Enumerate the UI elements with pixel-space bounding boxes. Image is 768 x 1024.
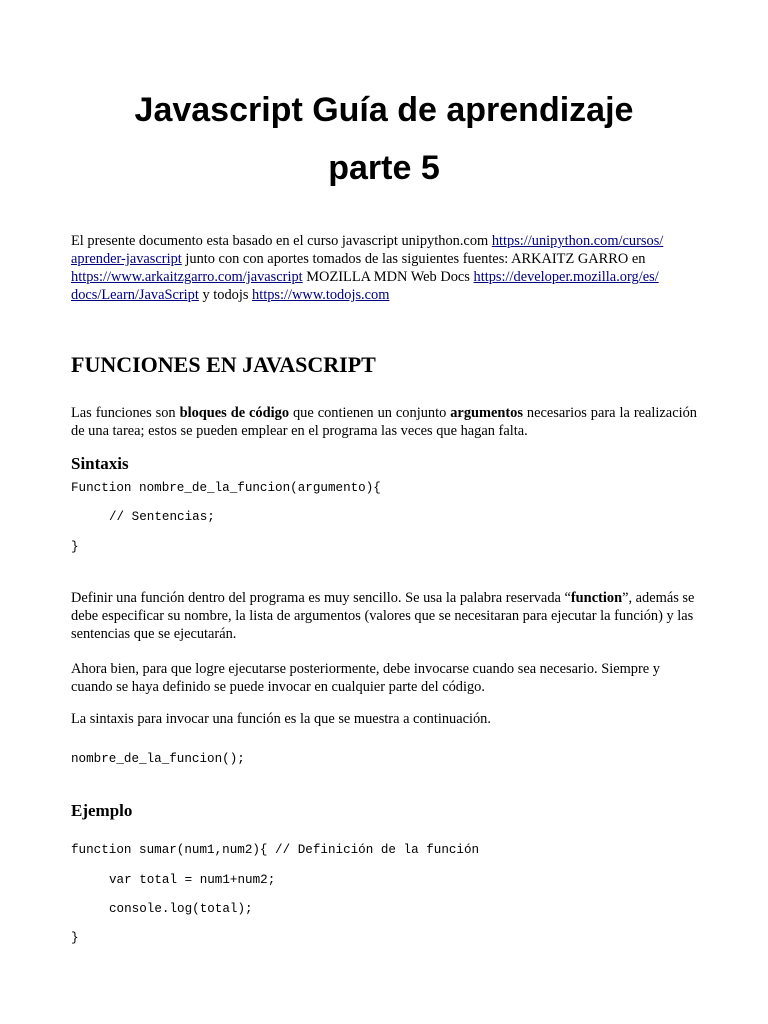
explanation-paragraph-1 <box>71 589 697 643</box>
example-code-line-2: var total = num1+num2; <box>109 873 276 887</box>
unipython-link[interactable]: https://unipython.com/cursos/ <box>491 233 664 249</box>
definition-text-3: necesarios para la realización de una tarea; estos se pueden emplear en el programa las veces que hagan falta. <box>71 405 697 439</box>
syntax-code-line-1: Function nombre_de_la_funcion(argumento){ <box>71 481 381 495</box>
intro-text-3: MOZILLA MDN Web Docs <box>302 269 474 285</box>
arkaitzgarro-link[interactable]: https://www.arkaitzgarro.com/javascript <box>71 269 303 285</box>
explanation-text-1: Definir una función dentro del programa es muy sencillo. Se usa la palabra reservada “ <box>71 590 571 606</box>
explanation-paragraph-3: La sintaxis para invocar una función es la que se muestra a continuación. <box>71 711 491 727</box>
definition-text-1: Las funciones son <box>71 405 180 421</box>
example-code-line-1: function sumar(num1,num2){ // Definición de la función <box>71 843 480 857</box>
mozilla-link[interactable]: https://developer.mozilla.org/es/ <box>473 269 659 285</box>
document-title-line-1: Javascript Guía de aprendizaje <box>134 91 634 129</box>
invoke-code: nombre_de_la_funcion(); <box>71 752 245 766</box>
example-code-line-3: console.log(total); <box>109 902 253 916</box>
explanation-paragraph-2: Ahora bien, para que logre ejecutarse posteriormente, debe invocarse cuando sea necesario. Siempre y cuando se haya definido se puede invocar en cualquier parte del código. <box>71 661 660 695</box>
explanation-text-2: ”, además se debe especificar su nombre, la lista de argumentos (valores que se necesitaran para ejecutar la función) y las sentencias que se ejecutarán. <box>71 590 695 642</box>
mozilla-link-continued[interactable]: docs/Learn/JavaScript <box>71 287 199 303</box>
intro-text-4: y todojs <box>198 287 253 303</box>
syntax-code-line-3: } <box>71 540 79 554</box>
section-heading: FUNCIONES EN JAVASCRIPT <box>71 352 376 377</box>
explanation-bold: function <box>570 590 623 606</box>
example-code-line-4: } <box>71 931 79 945</box>
intro-text-2: junto con con aportes tomados de las siguientes fuentes: ARKAITZ GARRO en <box>181 251 646 267</box>
intro-text-1: El presente documento esta basado en el curso javascript unipython.com <box>71 233 492 249</box>
definition-paragraph <box>71 404 697 440</box>
syntax-code-line-2: // Sentencias; <box>109 510 215 524</box>
unipython-link-continued[interactable]: aprender-javascript <box>71 251 182 267</box>
definition-bold-2: argumentos <box>450 405 523 421</box>
intro-paragraph <box>71 232 697 304</box>
todojs-link[interactable]: https://www.todojs.com <box>252 287 390 303</box>
definition-text-2: que contienen un conjunto <box>289 405 451 421</box>
document-title-line-2: parte 5 <box>328 149 440 187</box>
definition-bold-1: bloques de código <box>179 405 290 421</box>
example-heading: Ejemplo <box>71 801 133 820</box>
syntax-heading: Sintaxis <box>71 454 129 473</box>
